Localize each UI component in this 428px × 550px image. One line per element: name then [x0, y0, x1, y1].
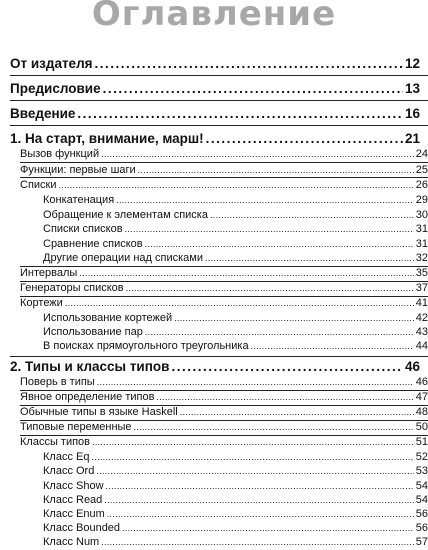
toc-entry-page: 56 — [415, 522, 428, 534]
toc-entry[interactable] — [43, 238, 428, 252]
toc-entry[interactable] — [43, 536, 428, 550]
leader-dots — [125, 224, 414, 234]
leader-dots — [205, 253, 414, 263]
toc-entry-page: 42 — [415, 312, 428, 324]
toc-entry[interactable] — [20, 376, 428, 390]
toc-entry-chapter-2[interactable] — [10, 359, 420, 377]
toc-entry-label: Введение — [10, 106, 76, 121]
toc-entry[interactable] — [43, 223, 428, 237]
leader-dots — [171, 359, 403, 374]
toc-entry-label: Класс Num — [43, 536, 100, 548]
toc-entry[interactable] — [20, 267, 428, 281]
toc-entry-page: 46 — [415, 376, 428, 388]
toc-entry[interactable] — [20, 391, 428, 405]
toc-entry[interactable] — [20, 179, 428, 193]
toc-entry-label: Другие операции над списками — [43, 252, 203, 264]
toc-entry-page: 25 — [415, 164, 428, 176]
toc-entry-page: 57 — [415, 536, 428, 548]
leader-dots — [106, 481, 414, 491]
leader-dots — [104, 495, 413, 505]
toc-entry-label: Классы типов — [20, 436, 91, 448]
toc-entry-page: 50 — [415, 421, 428, 433]
toc-entry-label: Интервалы — [20, 267, 78, 279]
toc-entry[interactable] — [43, 508, 428, 522]
leader-dots — [251, 341, 414, 351]
toc-entry[interactable] — [43, 340, 428, 354]
toc-entry-label: Списки — [20, 179, 57, 191]
toc-entry-label: Класс Enum — [43, 508, 105, 520]
leader-dots — [97, 377, 414, 387]
toc-entry-preface[interactable] — [10, 81, 420, 99]
toc-entry-label: Класс Show — [43, 480, 104, 492]
leader-dots — [206, 131, 403, 146]
toc-entry-page: 29 — [415, 194, 428, 206]
toc-entry-label: Сравнение списков — [43, 238, 143, 250]
leader-dots — [103, 81, 403, 96]
toc-entry-label: Типовые переменные — [20, 421, 132, 433]
toc-entry[interactable] — [43, 465, 428, 479]
toc-entry-label: Списки списков — [43, 223, 123, 235]
leader-dots — [107, 509, 414, 519]
toc-entry-page: 16 — [404, 106, 420, 121]
toc-entry[interactable] — [20, 282, 428, 296]
divider — [10, 125, 428, 126]
toc-entry-page: 41 — [415, 297, 428, 309]
toc-entry[interactable] — [43, 209, 428, 223]
divider — [20, 162, 428, 163]
leader-dots — [116, 195, 414, 205]
toc-entry-label: Явное определение типов — [20, 391, 155, 403]
leader-dots — [156, 392, 413, 402]
toc-entry-label: Класс Bounded — [43, 522, 121, 534]
toc-entry[interactable] — [43, 480, 428, 494]
toc-entry-page: 13 — [404, 81, 420, 96]
leader-dots — [210, 210, 414, 220]
toc-entry-page: 12 — [404, 56, 420, 71]
leader-dots — [77, 106, 403, 121]
leader-dots — [95, 56, 403, 71]
toc-entry-page: 47 — [415, 391, 428, 403]
leader-dots — [91, 452, 413, 462]
toc-entry-page: 32 — [415, 252, 428, 264]
leader-dots — [79, 268, 413, 278]
toc-entry-label: Класс Eq — [43, 451, 90, 463]
leader-dots — [59, 180, 414, 190]
toc-entry[interactable] — [20, 148, 428, 162]
toc-entry-label: Конкатенация — [43, 194, 115, 206]
toc-entry-label: Вызов функций — [20, 148, 100, 160]
toc-entry-label: Класс Read — [43, 494, 103, 506]
divider — [10, 100, 428, 101]
toc-entry-label: Предисловие — [10, 81, 101, 96]
toc-entry[interactable] — [20, 421, 428, 435]
toc-entry-from-publisher[interactable] — [10, 56, 420, 74]
toc-entry-label: В поисках прямоугольного треугольника — [43, 340, 249, 352]
toc-entry-page: 43 — [415, 326, 428, 338]
toc-entry-page: 54 — [415, 480, 428, 492]
toc-entry-page: 53 — [415, 465, 428, 477]
toc-entry-page: 44 — [415, 340, 428, 352]
toc-entry-page: 54 — [415, 494, 428, 506]
leader-dots — [96, 466, 413, 476]
leader-dots — [122, 523, 414, 533]
leader-dots — [145, 327, 414, 337]
leader-dots — [126, 283, 414, 293]
toc-entry-label: От издателя — [10, 56, 93, 71]
toc-entry-page: 56 — [415, 508, 428, 520]
toc-entry[interactable] — [20, 436, 428, 450]
toc-entry-page: 35 — [415, 267, 428, 279]
leader-dots — [145, 239, 414, 249]
toc-entry-label: 1. На старт, внимание, марш! — [10, 131, 204, 146]
toc-entry-label: Использование кортежей — [43, 312, 173, 324]
toc-entry[interactable] — [43, 522, 428, 536]
leader-dots — [174, 313, 414, 323]
leader-dots — [101, 537, 414, 547]
toc-entry[interactable] — [43, 451, 428, 465]
toc-entry-label: Класс Ord — [43, 465, 95, 477]
toc-entry-label: 2. Типы и классы типов — [10, 359, 170, 374]
toc-entry-label: Поверь в типы — [20, 376, 95, 388]
toc-entry[interactable] — [43, 312, 428, 326]
toc-entry[interactable] — [43, 194, 428, 208]
leader-dots — [134, 422, 414, 432]
leader-dots — [180, 407, 414, 417]
toc-entry-page: 24 — [415, 148, 428, 160]
toc-entry-label: Кортежи — [20, 297, 63, 309]
toc-entry-page: 37 — [415, 282, 428, 294]
toc-entry-page: 51 — [415, 436, 428, 448]
divider — [20, 177, 428, 178]
toc-entry-label: Функции: первые шаги — [20, 164, 136, 176]
toc-entry-page: 26 — [415, 179, 428, 191]
toc-entry-page: 52 — [415, 451, 428, 463]
leader-dots — [92, 437, 414, 447]
toc-entry-label: Генераторы списков — [20, 282, 124, 294]
toc-entry-page: 31 — [415, 238, 428, 250]
toc-entry[interactable] — [20, 297, 428, 311]
toc-entry-introduction[interactable] — [10, 106, 420, 124]
leader-dots — [138, 165, 414, 175]
toc-entry-chapter-1[interactable] — [10, 131, 420, 149]
leader-dots — [101, 149, 414, 159]
toc-entry[interactable] — [43, 494, 428, 508]
toc-entry-page: 21 — [404, 131, 420, 146]
toc-entry[interactable] — [20, 406, 428, 420]
toc-entry[interactable] — [20, 164, 428, 178]
toc-entry-page: 46 — [404, 359, 420, 374]
page-title: Оглавление — [91, 0, 337, 34]
toc-entry-label: Обычные типы в языке Haskell — [20, 406, 178, 418]
leader-dots — [65, 298, 414, 308]
toc-entry-page: 31 — [415, 223, 428, 235]
divider — [10, 356, 428, 357]
toc-entry-label: Использование пар — [43, 326, 143, 338]
toc-entry[interactable] — [43, 326, 428, 340]
toc-entry-label: Обращение к элементам списка — [43, 209, 208, 221]
toc-entry-page: 30 — [415, 209, 428, 221]
toc-entry-page: 48 — [415, 406, 428, 418]
divider — [10, 75, 428, 76]
toc-entry[interactable] — [43, 252, 428, 266]
